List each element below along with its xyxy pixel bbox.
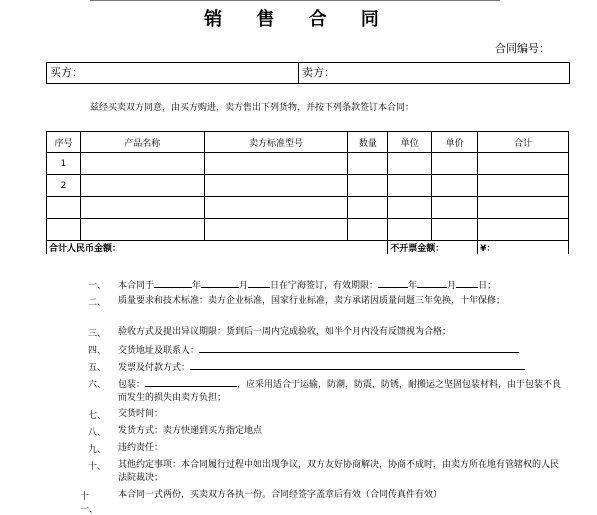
clause-text: 本合同一式两份，买卖双方各执一份。合同经签字盖章后有效（合同传真件有效） <box>118 490 443 500</box>
blank-day[interactable] <box>248 278 270 288</box>
table-cell[interactable] <box>478 197 569 219</box>
top-rule <box>90 0 500 1</box>
blank-day[interactable] <box>456 278 478 288</box>
table-row <box>47 197 569 219</box>
column-header: 单价 <box>432 132 478 153</box>
clause-number: 一、 <box>88 281 107 291</box>
total-rmb-label[interactable]: 合计人民币金额： <box>47 241 388 255</box>
table-cell[interactable] <box>388 197 432 219</box>
column-header: 产品名称 <box>80 132 204 153</box>
blank-year[interactable] <box>378 278 408 288</box>
clause-text: 发货方式：卖方快递到买方指定地点 <box>118 426 263 436</box>
table-cell[interactable] <box>348 153 388 175</box>
clause-text-part: 月 <box>239 281 249 291</box>
table-row <box>47 175 569 197</box>
table-row <box>47 153 569 175</box>
table-cell[interactable] <box>348 175 388 197</box>
clause-text-part: 包装： <box>118 380 146 390</box>
table-cell[interactable] <box>204 219 348 241</box>
clause-number: 七、 <box>88 411 107 421</box>
goods-table <box>46 131 569 254</box>
table-cell[interactable] <box>348 219 388 241</box>
blank-year[interactable] <box>154 278 192 288</box>
table-cell[interactable] <box>47 197 81 219</box>
column-header: 卖方标准型号 <box>204 132 348 153</box>
column-header: 单位 <box>388 132 432 153</box>
clause-number: 十、 <box>88 462 107 472</box>
table-cell[interactable]: 1 <box>47 153 81 175</box>
table-cell[interactable] <box>204 197 348 219</box>
table-cell[interactable] <box>388 219 432 241</box>
clause-text-part: 日； <box>478 281 497 291</box>
clause-text-part: 交货地址及联系人： <box>118 346 200 356</box>
clause-text: 交货时间： <box>118 409 164 419</box>
total-row <box>47 241 569 255</box>
clause-number: 九、 <box>88 445 107 455</box>
clause-text-part: 年 <box>192 281 202 291</box>
table-cell[interactable] <box>348 197 388 219</box>
clause-number: 十一、 <box>80 492 99 515</box>
table-cell[interactable] <box>432 219 478 241</box>
blank-month[interactable] <box>201 278 239 288</box>
table-cell[interactable] <box>47 219 81 241</box>
table-cell[interactable] <box>204 175 348 197</box>
table-cell[interactable] <box>432 197 478 219</box>
clause-text-part: 日在宁海签订，有效期限： <box>270 281 379 291</box>
no-invoice-label[interactable]: 不开票金额： <box>388 241 478 255</box>
table-cell[interactable]: 2 <box>47 175 81 197</box>
table-cell[interactable] <box>80 219 204 241</box>
table-cell[interactable] <box>432 153 478 175</box>
table-cell[interactable] <box>204 153 348 175</box>
packaging-blank[interactable] <box>145 377 237 387</box>
clause-text <box>118 360 566 375</box>
clause-text <box>118 343 566 358</box>
table-cell[interactable] <box>80 197 204 219</box>
column-header: 序号 <box>47 132 81 153</box>
table-cell[interactable] <box>478 153 569 175</box>
clause-text-part: ，应采用适合于运输，防潮，防震，防锈，耐搬运之坚固包装材料，由于包装不良而发生的损失由卖方负担； <box>118 380 562 403</box>
clause-text <box>118 377 566 405</box>
buyer-field[interactable]: 买方： <box>47 63 299 83</box>
clause-text-part: 本合同于 <box>118 281 155 291</box>
clause-number: 三、 <box>88 329 107 339</box>
contract-number-label: 合同编号： <box>495 42 550 55</box>
clause-text: 其他约定事项：本合同履行过程中如出现争议，双方友好协商解决，协商不成时，由卖方所在地有管辖权的人民法院裁决； <box>118 460 560 483</box>
table-cell[interactable] <box>80 153 204 175</box>
seller-field[interactable]: 卖方： <box>302 66 335 79</box>
table-cell[interactable] <box>432 175 478 197</box>
clause-text: 违约责任： <box>118 443 164 453</box>
clause-text: 质量要求和技术标准：卖方企业标准，国家行业标准，卖方承诺因质量问题三年免换，十年保修； <box>118 296 506 306</box>
clause-number: 八、 <box>88 428 107 438</box>
clause-text-part: 发票及付款方式： <box>118 363 191 373</box>
table-header-row <box>47 132 569 153</box>
clause-text <box>118 278 566 293</box>
blank-month[interactable] <box>417 278 447 288</box>
clause-number: 六、 <box>88 380 107 390</box>
clause-text-part: 月 <box>447 281 457 291</box>
parties-row <box>46 62 570 84</box>
clause-number: 五、 <box>88 363 107 373</box>
yen-label[interactable]: ¥： <box>478 241 569 255</box>
delivery-address-blank[interactable] <box>199 343 519 353</box>
payment-method-blank[interactable] <box>190 360 525 370</box>
clause-number: 四、 <box>88 346 107 356</box>
table-cell[interactable] <box>388 175 432 197</box>
column-header: 合计 <box>478 132 569 153</box>
clause-number: 二、 <box>88 298 107 308</box>
table-cell[interactable] <box>478 175 569 197</box>
table-row <box>47 219 569 241</box>
table-cell[interactable] <box>478 219 569 241</box>
column-header: 数量 <box>348 132 388 153</box>
table-cell[interactable] <box>388 153 432 175</box>
contract-title: 销 售 合 同 <box>204 9 393 30</box>
intro-text: 兹经买卖双方同意，由买方购进，卖方售出下列货物，并按下列条款签订本合同： <box>90 103 415 113</box>
table-cell[interactable] <box>80 175 204 197</box>
clause-text: 验收方式及提出异议期限：货到后一周内完成验收，如半个月内没有反馈视为合格； <box>118 327 452 337</box>
clause-text-part: 年 <box>408 281 418 291</box>
